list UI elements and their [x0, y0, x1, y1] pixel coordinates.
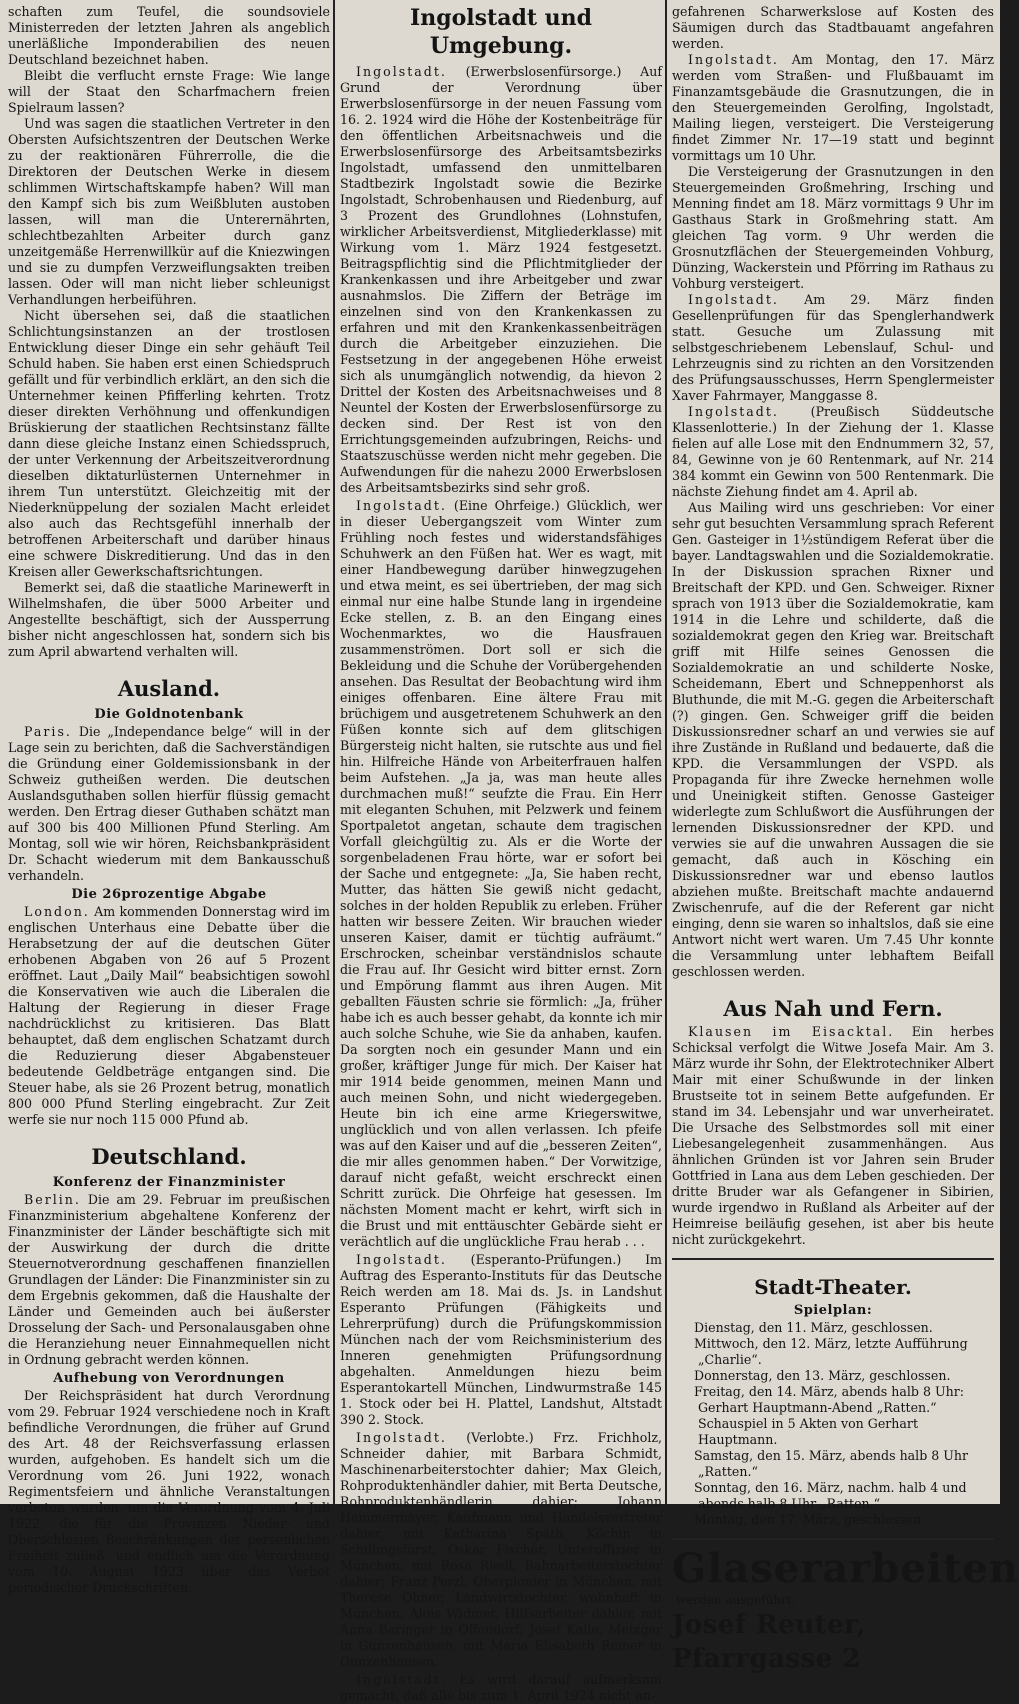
schedule-line: Samstag, den 15. März, abends halb 8 Uhr „Ratten.“: [694, 1448, 969, 1479]
dateline: Ingolstadt.: [356, 1672, 447, 1687]
article-paragraph: Nicht übersehen sei, daß die staatlichen Schlichtungsinstanzen an der trostlosen Entwicklung dieser Dinge ein sehr gehäuft Teil Schuld haben. Sie haben erst einen Schiedspruch gefällt und für verbindlich erklärt, an den sich die Unternehmer keinen Pfifferling kehrten. Trotz dieser direkten Verhöhnung und offenkundigen Brüskierung der staatlichen Rechtsinstanz fällte dann diese gleiche Instanz einen Schiedsspruch, der unter Verkennung der Arbeitszeitverordnung dieselben diktaturlüsternen Unternehmer in ihrem Tun unterstützt. Gleichzeitig mit der Niederknüppelung der sozialen Macht erleidet also auch das Rechtsgefühl innerhalb der betroffenen Arbeiterschaft und darüber hinaus eine schwere Diskreditierung. Und das in den Kreisen aller Gewerkschaftsrichtungen.: [8, 308, 330, 579]
theater-subheading: Spielplan:: [793, 1303, 873, 1318]
section-heading: Ingolstadt und Umgebung.: [409, 5, 593, 59]
news-item: [672, 52, 994, 164]
article-text: Es wird darauf aufmerksam gemacht, daß alle bis zum 1. April 1924 nicht an-: [340, 1672, 662, 1703]
article-heading: Die 26prozentige Abgabe: [71, 887, 267, 902]
article-paragraph: [8, 1192, 330, 1368]
article-paragraph: Bemerkt sei, daß die staatliche Marinewerft in Wilhelmshafen, die über 5000 Arbeiter und Angestellte beschäftigt, sich der Aussperrung bisher nicht angeschlossen hat, sondern sich bis zum April abwartend verhalten will.: [8, 580, 330, 659]
article-paragraph: Der Reichspräsident hat durch Verordnung vom 29. Februar 1924 verschiedene noch in Kraft befindliche Verordnungen, die früher auf Grund des Art. 48 der Reichsverfassung erlassen wurden, aufgehoben. Es handelt sich um die Verordnung vom 26. Juni 1922, wonach Regimentsfeiern und ähnliche Veranstaltungen verboten wurden, um die Verordnung vom 4. Juli 1922, die für die Provinzen Nieder- und Oberschlesien Beschränkungen der persönlichen Freiheit zuließ, und endlich um die Verordnung vom 10. August 1923 über das Verbot periodischer Druckschriften.: [8, 1388, 330, 1595]
article-heading: Die Goldnotenbank: [94, 707, 244, 722]
schedule-line: Freitag, den 14. März, abends halb 8 Uhr: Gerhart Hauptmann-Abend „Ratten.“ Schauspiel in 5 Akten von Gerhart Hauptmann.: [694, 1384, 964, 1447]
news-item: [340, 64, 662, 496]
article-text: (Preußisch Süddeutsche Klassenlotterie.) In der Ziehung der 1. Klasse fielen auf alle Lose mit den Endnummern 32, 57, 84, Gewinne von je 60 Rentenmark, auf Nr. 214 384 kommt ein Gewinn von 500 Rentenmark. Die nächste Ziehung findet am 4. April ab.: [672, 404, 994, 499]
article-text: Die am 29. Februar im preußischen Finanzministerium abgehaltene Konferenz der Finanzminister der Länder beschäftigte sich mit der Auswirkung der durch die dritte Steuernotverordnung geschaffenen finanziellen Grundlagen der Länder: Die Finanzminister sin zu dem Ergebnis gekommen, daß die Haushalte der Länder und Gemeinden auch bei äußerster Drosselung der Sach- und Personalausgaben ohne die Heranziehung neuer Einnahmequellen nicht in Ordnung gebracht werden können.: [8, 1192, 331, 1367]
schedule-line: Sonntag, den 16. März, nachm. halb 4 und abends halb 8 Uhr „Ratten.“: [694, 1480, 967, 1511]
article-paragraph: [8, 724, 330, 884]
news-item: [340, 498, 662, 1250]
divider: [672, 1538, 994, 1540]
schedule-line: Mittwoch, den 12. März, letzte Aufführung „Charlie“.: [694, 1336, 968, 1367]
dateline: Ingolstadt.: [356, 64, 447, 79]
dateline: Ingolstadt.: [688, 292, 779, 307]
schedule-line: Montag, den 17. März, geschlossen.: [694, 1512, 926, 1527]
ad-business-name: Josef Reuter, Pfarrgasse 2: [672, 1610, 867, 1674]
theater-heading: Stadt-Theater.: [754, 1275, 912, 1299]
article-text: Am kommenden Donnerstag wird im englischen Unterhaus eine Debatte über die Herabsetzung der auf die deutschen Güter erhobenen Abgaben von 26 auf 5 Prozent eröffnet. Laut „Daily Mail“ beabsichtigen sowohl die Konservativen wie auch die Liberalen die Haltung der Regierung in dieser Frage nachdrücklichst zu kritisieren. Das Blatt behauptet, daß dem englischen Schatzamt durch die Reduzierung dieser Abgabensteuer bedeutende Geldbeträge entgangen sind. Die Steuer habe, als sie 26 Prozent betrug, monatlich 800 000 Pfund Sterling eingebracht. Zur Zeit werfe sie nur noch 115 000 Pfund ab.: [8, 904, 330, 1127]
article-heading: Aufhebung von Verordnungen: [53, 1371, 285, 1386]
schedule-line: Dienstag, den 11. März, geschlossen.: [694, 1320, 933, 1335]
news-item: [340, 1430, 662, 1670]
advertisement: [672, 1545, 1019, 1676]
article-paragraph: [8, 904, 330, 1128]
news-item: [340, 1252, 662, 1428]
article-text: Ein herbes Schicksal verfolgt die Witwe Josefa Mair. Am 3. März wurde ihr Sohn, der Elektrotechniker Albert Mair mit einer Schußwunde in der linken Brustseite tot in seinem Bette aufgefunden. Er stand im 34. Lebensjahr und war unverheiratet. Die Ursache des Selbstmordes soll mit einer Liebesangelegenheit zusammenhängen. Aus ähnlichen Gründen ist vor Jahren sein Bruder Gottfried in Lana aus dem Leben geschieden. Der dritte Bruder war als Gefangener in Sibirien, wurde irgendwo in Rußland als Arbeiter auf der Heimreise beiläufig gesehen, ist aber bis heute nicht zurückgekehrt.: [672, 1024, 994, 1247]
article-paragraph: schaften zum Teufel, die soundsoviele Ministerreden der letzten Jahren als angeblich unerläßliche Imponderabilien des neuen Deutschland bezeichnet haben.: [8, 4, 330, 67]
article-text: Die „Independance belge“ will in der Lage sein zu berichten, daß die Sachverständigen die Gründung einer Goldemissionsbank in der Schweiz gutheißen werden. Die deutschen Auslandsguthaben sollen hierfür flüssig gemacht werden. Den Ertrag dieser Guthaben schätzt man auf 300 bis 400 Millionen Pfund Sterling. Am Montag, soll wie wir hören, Reichsbankpräsident Dr. Schacht wiederum mit dem Bankausschuß verhandeln.: [8, 724, 330, 883]
article-heading: Konferenz der Finanzminister: [52, 1175, 286, 1190]
dateline: Ingolstadt.: [688, 404, 779, 419]
article-text: (Esperanto-Prüfungen.) Im Auftrag des Esperanto-Instituts für das Deutsche Reich werden am 18. Mai ds. Js. in Landshut Esperanto Prüfungen (Fähigkeits und Lehrerprüfung) durch die Prüfungskommission München nach der vom Reichsministerium des Inneren genehmigten Prüfungsordnung abgehalten. Anmeldungen hiezu beim Esperantokartell München, Lindwurmstraße 145 1. Stock oder bei H. Plattel, Landshut, Altstadt 390 2. Stock.: [340, 1252, 662, 1427]
article-paragraph: gefahrenen Scharwerkslose auf Kosten des Säumigen durch das Stadtbauamt angefahren werden.: [672, 4, 994, 51]
column-rule: [333, 0, 335, 1504]
dateline: Paris.: [24, 724, 72, 739]
column-rule: [665, 0, 667, 1504]
section-heading: Aus Nah und Fern.: [723, 996, 943, 1021]
theater-schedule: [672, 1320, 994, 1528]
article-text: (Verlobte.) Frz. Frichholz, Schneider dahier, mit Barbara Schmidt, Maschinenarbeiterstochter dahier; Max Gleich, Rohproduktenhändler dahier, mit Berta Deutsche, Rohproduktenhändlerin dahier; Johann Hammermayer, Kaufmann und Handelsvertreter dahier, mit Katharina Späth, Köchin in Schillingsfürst; Oskar Fischer, Unteroffizier in München, mit Rosa Riedl, Bahnarbeiterstochter dahier; Franz Perzl, Oberpionier in München, mit Therese Ohner, Landwirtstochter, wohnhaft in München; Alois Widmer, Hilfsarbeiter dahier, mit Anna Baringer in Offendorf; Josef Kaile, Metzger in Gunzenhausen, mit Maria Elisabeth Reiner in Gunzenhausen.: [340, 1430, 662, 1669]
ad-title: Glaserarbeiten: [672, 1545, 1019, 1592]
dateline: Klausen im Eisacktal.: [688, 1024, 895, 1039]
theater-box: [672, 1274, 994, 1528]
article-text: Am Montag, den 17. März werden vom Straßen- und Flußbauamt im Finanzamtsgebäude die Grasnutzungen, die in den Steuergemeinden Gerolfing, Ingolstadt, Mailing liegen, versteigert. Die Versteigerung findet Zimmer Nr. 17—19 statt und beginnt vormittags um 10 Uhr.: [672, 52, 994, 163]
schedule-line: Donnerstag, den 13. März, geschlossen.: [694, 1368, 951, 1383]
section-heading: Ausland.: [117, 676, 221, 701]
news-item: [672, 292, 994, 404]
dateline: Ingolstadt.: [356, 498, 447, 513]
news-item: Die Versteigerung der Grasnutzungen in den Steuergemeinden Großmehring, Irsching und Menning findet am 18. März vormittags 9 Uhr im Gasthaus Stark in Großmehring statt. Am gleichen Tag vorm. 9 Uhr werden die Grosnutzflächen der Steuergemeinden Vohburg, Dünzing, Wackerstein und Pförring im Rathaus zu Vohburg versteigert.: [672, 164, 994, 291]
article-paragraph: Bleibt die verflucht ernste Frage: Wie lange will der Staat den Scharfmachern freien Spielraum lassen?: [8, 68, 330, 115]
article-text: Am 29. März finden Gesellenprüfungen für das Spenglerhandwerk statt. Gesuche um Zulassung mit selbstgeschriebenem Lebenslauf, Schul- und Lehrzeugnis sind zu richten an den Vorsitzenden des Prüfungsausschusses, Herrn Spenglermeister Xaver Fahrmayer, Manggasse 8.: [672, 292, 994, 403]
divider: [672, 1258, 994, 1260]
ad-subtitle: werden ausgeführt.: [676, 1593, 796, 1607]
dateline: Ingolstadt.: [356, 1430, 447, 1445]
dateline: Ingolstadt.: [688, 52, 779, 67]
dateline: Berlin.: [24, 1192, 81, 1207]
news-item: [672, 1024, 994, 1248]
section-heading: Deutschland.: [91, 1144, 247, 1169]
article-paragraph: Und was sagen die staatlichen Vertreter in den Obersten Aufsichtszentren der Deutschen Werke zu der reaktionären Führerrolle, die die Direktoren der Deutschen Werke in diesem schlimmen Wirtschaftskampfe haben? Will man den Kampf sich bis zum Weißbluten austoben lassen, will man die Unterernährten, schlechtbezahlten Arbeiter durch ganz unzeitgemäße Herrenwillkür auf die Kniezwingen und sie zu dumpfen Verzweiflungsakten treiben lassen. Oder will man nicht lieber schleunigst Verhandlungen herbeiführen.: [8, 116, 330, 307]
article-text: (Erwerbslosenfürsorge.) Auf Grund der Verordnung über Erwerbslosenfürsorge in der neuen Fassung vom 16. 2. 1924 wird die Höhe der Kostenbeiträge für den öffentlichen Arbeitsnachweis und die Erwerbslosenfürsorge des Arbeitsamtsbezirks Ingolstadt, umfassend den unmittelbaren Stadtbezirk Ingolstadt sowie die Bezirke Ingolstadt, Schrobenhausen und Riedenburg, auf 3 Prozent des Grundlohnes (Lohnstufen, wirklicher Arbeitsverdienst, Mitgliederklasse) mit Wirkung vom 1. März 1924 festgesetzt. Beitragspflichtig sind die Pflichtmitglieder der Krankenkassen und ihre Arbeitgeber und zwar ausnahmslos. Die Ziffern der Beträge im einzelnen sind von den Krankenkassen zu erfahren und mit den Krankenkassenbeiträgen durch die Arbeitgeber einzuziehen. Die Festsetzung in der angegebenen Höhe erweist sich als unumgänglich notwendig, da hievon 2 Drittel der Kosten des Arbeitsnachweises und 8 Neuntel der Kosten der Erwerbslosenfürsorge zu decken sind. Der Rest ist von den Errichtungsgemeinden aufzubringen, Reichs- und Staatszuschüsse werden nicht mehr gegeben. Die Aufwendungen für die nahezu 2000 Erwerbslosen des Arbeitsamtsbezirks sind sehr groß.: [340, 64, 662, 495]
dateline: London.: [24, 904, 90, 919]
column-middle: [340, 4, 662, 1704]
column-right: [672, 4, 1019, 1676]
news-item: [340, 1672, 662, 1704]
dateline: Ingolstadt.: [356, 1252, 447, 1267]
article-text: (Eine Ohrfeige.) Glücklich, wer in dieser Uebergangszeit vom Winter zum Frühling noch festes und widerstandsfähiges Schuhwerk an den Füßen hat. Wer es wagt, mit einer Handbewegung darüber hinwegzugehen und etwa meint, es sei übertrieben, der mag sich einmal nur eine halbe Stunde lang in irgendeine Ecke stellen, z. B. an den Eingang eines Wochenmarktes, wo die Hausfrauen zusammenströmen. Dort soll er sich die Bekleidung und die Schuhe der Vorübergehenden ansehen. Das Resultat der Beobachtung wird ihm einiges offenbaren. Eine ältere Frau mit brüchigem und ausgetretenem Schuhwerk an den Füßen konnte sich auf dem glitschigen Bürgersteig nicht halten, sie rutschte aus und fiel hin. Hilfreiche Hände von Arbeiterfrauen halfen beim Aufstehen. „Ja ja, was man heute alles durchmachen muß!“ seufzte die Frau. Ein Herr mit eleganten Schuhen, mit Pelzwerk und feinem Sportpaletot angetan, schaute dem tragischen Vorfall gleichgültig zu. Als er die Worte der sorgenbeladenen Frau hörte, war er sofort bei der Sache und entgegnete: „Ja, Sie haben recht, Mutter, das hätten Sie gewiß nicht gedacht, solches in der holden Republik zu erleben. Früher hatten wir bessere Zeiten. Wir brauchen wieder unseren Kaiser, damit er tüchtig aufräumt.“ Erschrocken, scheinbar verständnislos schaute die Frau auf. Ihr Gesicht wird bitter ernst. Zorn und Empörung flammt aus ihren Augen. Mit geballten Fäusten schrie sie förmlich: „Ja, früher habe ich es auch besser gehabt, da konnte ich mir auch solche Schuhe, wie Sie da anhaben, kaufen. Da sorgten noch ein gesunder Mann und ein großer, kräftiger Junge für mich. Der Kaiser hat mir 1914 beide genommen, meinen Mann und auch meinen Sohn, und nicht wiedergegeben. Heute bin ich eine arme Kriegerswitwe, unglücklich und von allen verlassen. Ich pfeife was auf den Kaiser und auf die „besseren Zeiten“, die mir alles genommen haben.“ Der Vorwitzige, darauf nicht gefaßt, weicht erschreckt einen Schritt zurück. Die Ohrfeige hat gesessen. Im nächsten Moment macht er kehrt, wirft sich in die Brust und mit enttäuschter Gebärde sieht er verächtlich auf die unglückliche Frau herab . . .: [340, 498, 662, 1249]
news-item: Aus Mailing wird uns geschrieben: Vor einer sehr gut besuchten Versammlung sprach Referent Gen. Gasteiger in 1½stündigem Referat über die bayer. Landtagswahlen und die Sozialdemokratie. In der Diskussion sprachen Rixner und Breitschaft der KPD. und Gen. Schweiger. Rixner sprach von 1913 über die Sozialdemokratie, kam 1914 in die Lehre und schilderte, daß die sozialdemokrat gegen den Krieg war. Breitschaft griff mit Hilfe seines Genossen die Sozialdemokratie an und schilderte Noske, Scheidemann, Ebert und Schneppenhorst als Bluthunde, die mit M.-G. gegen die Arbeiterschaft (?) gingen. Gen. Schweiger griff die beiden Diskussionsredner scharf an und verwies sie auf ihre Zustände in Rußland und bedauerte, daß die KPD. die Versammlungen der VSPD. als Propaganda für ihre Zwecke hernehmen wolle und Uneinigkeit stiften. Genosse Gasteiger widerlegte zum Schlußwort die Ausführungen der lernenden Diskussionsredner der KPD. und verwies sie auf die unwahren Aussagen die sie gemacht, daß auch in Kösching ein Diskussionsredner war und ebenso lautlos abziehen mußte. Breitschaft machte andauernd Zwischenrufe, auf die der Referent gar nicht einging, denn sie waren so inhaltslos, daß sie eine Antwort nicht wert waren. Um 7.45 Uhr konnte die Versammlung unter lebhaftem Beifall geschlossen werden.: [672, 500, 994, 979]
news-item: [672, 404, 994, 500]
column-left: [8, 4, 330, 1596]
